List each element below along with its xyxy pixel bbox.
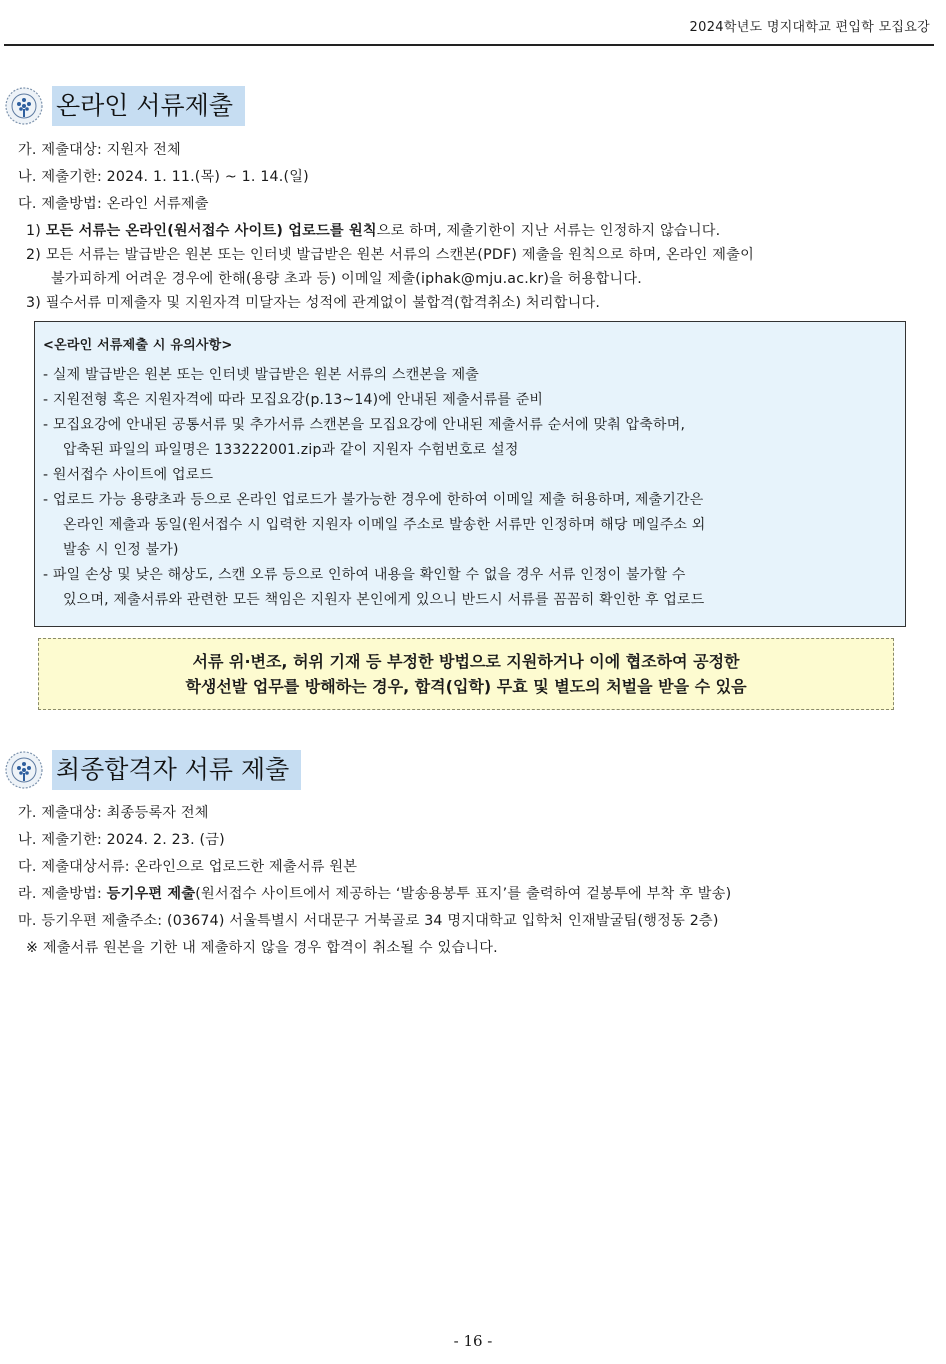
notice-line: 온라인 제출과 동일(원서접수 시 입력한 지원자 이메일 주소로 발송한 서류만 인정하며 해당 메일주소 외 (63, 517, 706, 533)
list-item: 나. 제출기한: 2024. 2. 23. (금) (18, 832, 225, 848)
sub-item-3: 3) 필수서류 미제출자 및 지원자격 미달자는 성적에 관계없이 불합격(합격취소) 처리합니다. (26, 295, 601, 311)
list-item: 다. 제출대상서류: 온라인으로 업로드한 제출서류 원본 (18, 859, 358, 875)
notice-box (34, 321, 906, 627)
section-title: 온라인 서류제출 (52, 86, 245, 126)
warning-box (38, 638, 894, 710)
notice-line: - 업로드 가능 용량초과 등으로 온라인 업로드가 불가능한 경우에 한하여 이메일 제출 허용하며, 제출기간은 (43, 492, 704, 508)
document-header: 2024학년도 명지대학교 편입학 모집요강 (689, 20, 930, 35)
notice-line: 압축된 파일의 파일명은 133222001.zip과 같이 지원자 수험번호로 설정 (63, 442, 519, 458)
list-item: 나. 제출기한: 2024. 1. 11.(목) ~ 1. 14.(일) (18, 169, 309, 185)
notice-line: - 원서접수 사이트에 업로드 (43, 467, 214, 483)
notice-title: <온라인 서류제출 시 유의사항> (43, 338, 233, 353)
university-emblem-icon (4, 750, 44, 790)
notice-line: - 실제 발급받은 원본 또는 인터넷 발급받은 원본 서류의 스캔본을 제출 (43, 367, 480, 383)
note-line: ※ 제출서류 원본을 기한 내 제출하지 않을 경우 합격이 취소될 수 있습니다. (26, 940, 498, 956)
university-emblem-icon (4, 86, 44, 126)
list-item-address: 마. 등기우편 제출주소: (03674) 서울특별시 서대문구 거북골로 34 명지대학교 입학처 인재발굴팀(행정동 2층) (18, 913, 719, 929)
warning-line: 서류 위·변조, 허위 기재 등 부정한 방법으로 지원하거나 이에 협조하여 공정한 (192, 652, 740, 671)
list-item: 다. 제출방법: 온라인 서류제출 (18, 196, 209, 212)
list-item: 가. 제출대상: 최종등록자 전체 (18, 805, 209, 821)
notice-line: - 모집요강에 안내된 공통서류 및 추가서류 스캔본을 모집요강에 안내된 제출서류 순서에 맞춰 압축하며, (43, 417, 686, 433)
notice-line: 발송 시 인정 불가) (63, 542, 179, 558)
list-item-method: 라. 제출방법: 등기우편 제출(원서접수 사이트에서 제공하는 ‘발송용봉투 표지’를 출력하여 겉봉투에 부착 후 발송) (18, 886, 732, 902)
header-divider (4, 44, 934, 46)
notice-line: - 지원전형 혹은 지원자격에 따라 모집요강(p.13~14)에 안내된 제출서류를 준비 (43, 392, 544, 408)
section-title: 최종합격자 서류 제출 (52, 750, 301, 790)
warning-line: 학생선발 업무를 방해하는 경우, 합격(입학) 무효 및 별도의 처벌을 받을 수 있음 (185, 677, 747, 696)
sub-item-2-continued: 불가피하게 어려운 경우에 한해(용량 초과 등) 이메일 제출(iphak@mju.ac.kr)을 허용합니다. (51, 271, 642, 287)
notice-line: - 파일 손상 및 낮은 해상도, 스캔 오류 등으로 인하여 내용을 확인할 수 없을 경우 서류 인정이 불가할 수 (43, 567, 686, 583)
page-number: - 16 - (453, 1332, 493, 1350)
sub-item-1: 1) 모든 서류는 온라인(원서접수 사이트) 업로드를 원칙으로 하며, 제출기한이 지난 서류는 인정하지 않습니다. (26, 223, 721, 239)
sub-item-2: 2) 모든 서류는 발급받은 원본 또는 인터넷 발급받은 원본 서류의 스캔본(PDF) 제출을 원칙으로 하며, 온라인 제출이 (26, 247, 754, 263)
list-item: 가. 제출대상: 지원자 전체 (18, 142, 181, 158)
notice-line: 있으며, 제출서류와 관련한 모든 책임은 지원자 본인에게 있으니 반드시 서류를 꼼꼼히 확인한 후 업로드 (63, 592, 705, 608)
